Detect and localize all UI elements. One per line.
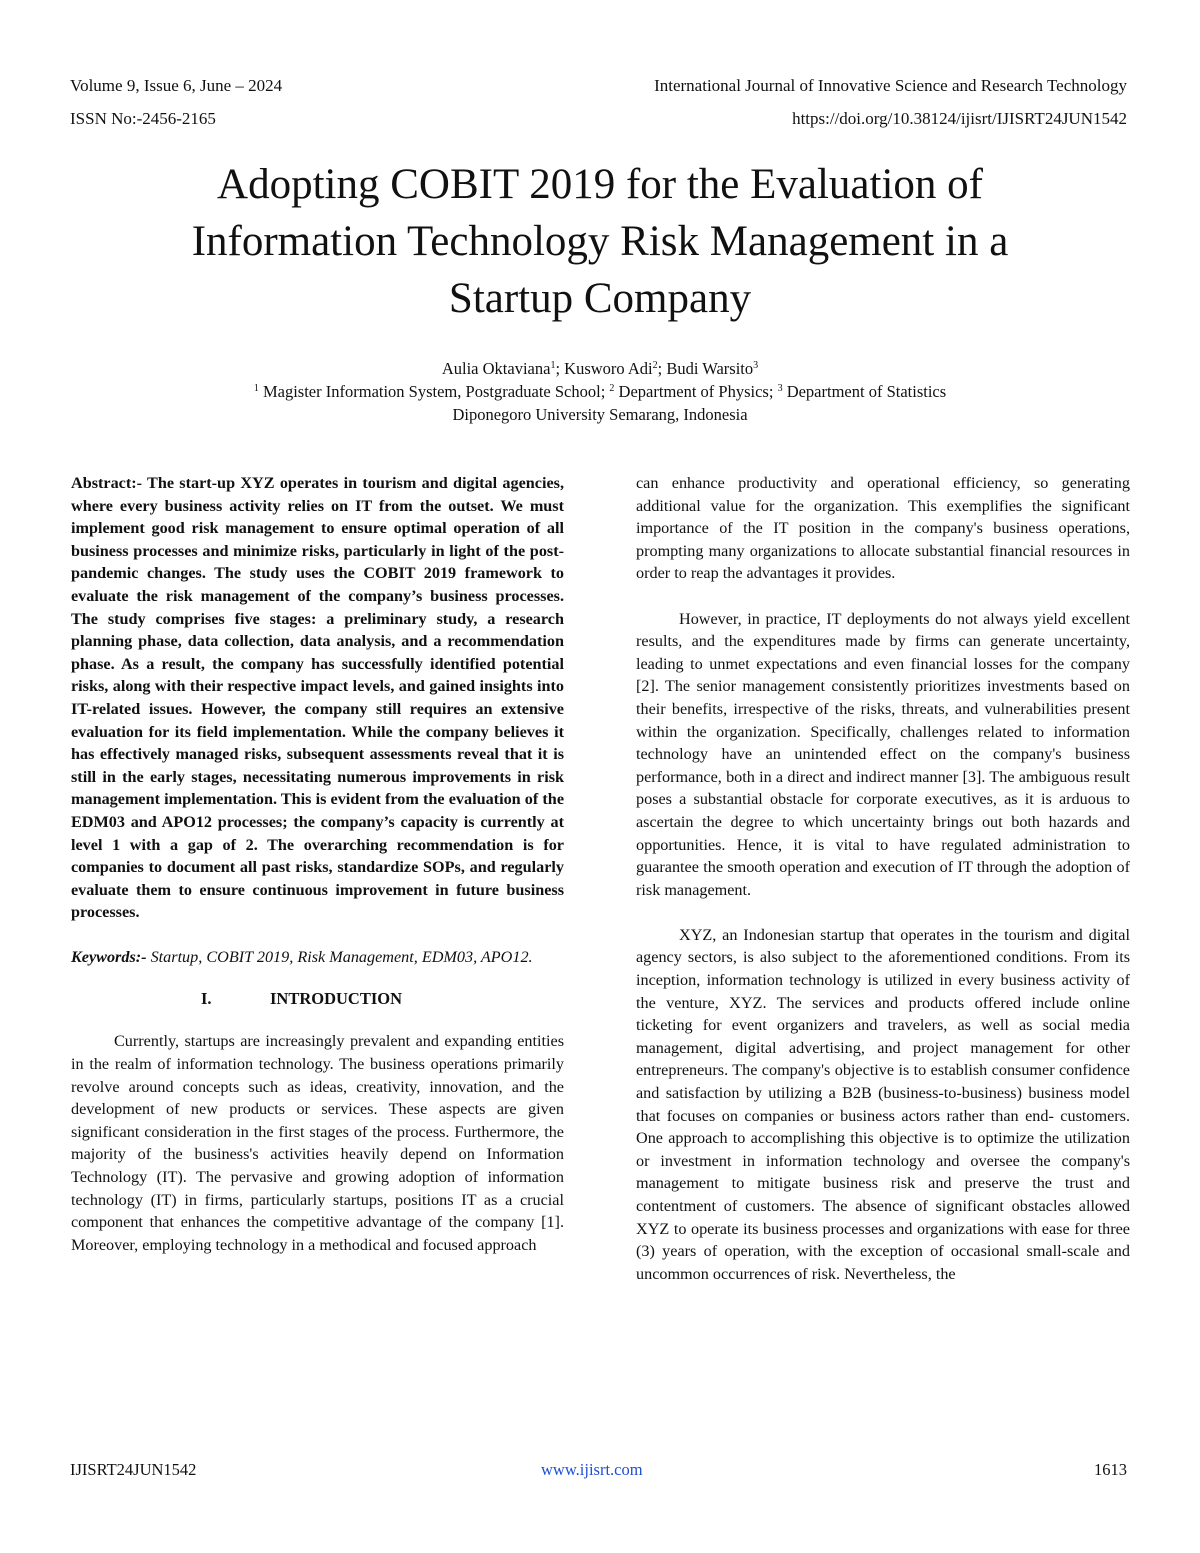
issn-number: ISSN No:-2456-2165: [70, 109, 216, 128]
title-line-2: Information Technology Risk Management in a: [191, 218, 1009, 265]
section-heading-introduction: [71, 988, 564, 1010]
affiliation-3: Department of Statistics: [782, 382, 947, 401]
abstract: Abstract:- The start-up XYZ operates in tourism and digital agencies, where every business activity relies on IT from the outset. We must implement good risk management to ensure optimal operation of all business processes and minimize risks, particularly in light of the post-pandemic changes. The study uses the COBIT 2019 framework to evaluate the risk management of the company’s business processes. The study comprises five stages: a preliminary study, a research planning phase, data collection, data analysis, and a recommendation phase. As a result, the company has successfully identified potential risks, along with their respective impact levels, and gained insights into IT-related issues. However, the company still requires an extensive evaluation for its field implementation. While the company believes it has effectively managed risks, subsequent assessments reveal that it is still in the early stages, necessitating numerous improvements in risk management implementation. This is evident from the evaluation of the EDM03 and APO12 processes; the company’s capacity is currently at level 1 with a gap of 2. The overarching recommendation is for companies to document all past risks, standardize SOPs, and regularly evaluate them to ensure continuous improvement in future business processes.: [71, 474, 564, 922]
author-block: [100, 357, 1100, 426]
university: Diponegoro University Semarang, Indonesia: [452, 405, 748, 424]
keywords-label: Keywords:-: [71, 947, 147, 966]
keywords-text: Startup, COBIT 2019, Risk Management, EDM03, APO12.: [146, 947, 533, 966]
author-1-sup: 1: [550, 360, 556, 371]
keywords: [71, 946, 564, 969]
left-column: [71, 472, 564, 1256]
volume-info: Volume 9, Issue 6, June – 2024: [70, 76, 283, 95]
intro-paragraph-4: XYZ, an Indonesian startup that operates in the tourism and digital agency sectors, is also subject to the aforementioned conditions. From its inception, information technology is utilized in every business activity of the venture, XYZ. The services and products offered include online ticketing for event organizers and travelers, as well as social media management, digital advertising, and project management for other entrepreneurs. The company's objective is to establish consumer confidence and satisfaction by utilizing a B2B (business-to-business) business model that focuses on companies or business actors rather than end- customers. One approach to accomplishing this objective is to optimize the utilization or investment in information technology and oversee the company's management to mitigate business risk and preserve the trust and contentment of customers. The absence of significant obstacles allowed XYZ to operate its business processes and organizations with ease for three (3) years of operation, with the exception of occasional small-scale and uncommon occurrences of risk. Nevertheless, the: [636, 925, 1130, 1283]
intro-paragraph-3: However, in practice, IT deployments do not always yield excellent results, and the expenditures made by firms can generate uncertainty, leading to unmet expectations and even financial losses for the company [2]. The senior management consistently prioritizes investments based on their benefits, irrespective of the risks, threats, and vulnerabilities present within the organization. Specifically, challenges related to information technology have an unintended effect on the company's business performance, both in a direct and indirect manner [3]. The ambiguous result poses a substantial obstacle for corporate executives, as it is arduous to ascertain the degree to which uncertainty brings out both hazards and opportunities. Hence, it is vital to have regulated administration to guarantee the smooth operation and execution of IT through the adoption of risk management.: [636, 609, 1130, 899]
title-line-3: Startup Company: [448, 275, 752, 322]
paper-title: [80, 156, 1120, 327]
author-3: ; Budi Warsito: [657, 359, 754, 378]
author-names: [100, 357, 1100, 380]
author-1: Aulia Oktaviana: [441, 359, 551, 378]
doi-link[interactable]: https://doi.org/10.38124/ijisrt/IJISRT24JUN1542: [792, 109, 1127, 128]
author-2-sup: 2: [652, 360, 658, 371]
aff-1-sup: 1: [253, 383, 259, 394]
journal-name: International Journal of Innovative Science and Research Technology: [654, 76, 1127, 95]
right-column: [636, 472, 1130, 1285]
intro-paragraph-1: Currently, startups are increasingly prevalent and expanding entities in the realm of information technology. The business operations primarily revolve around concepts such as ideas, creativity, innovation, and the development of new products or services. These aspects are given significant consideration in the first stages of the process. Furthermore, the majority of the business's activities heavily depend on Information Technology (IT). The pervasive and growing adoption of information technology (IT) in firms, particularly startups, positions IT as a crucial component that enhances the competitive advantage of the company [1]. Moreover, employing technology in a methodical and focused approach: [71, 1032, 564, 1254]
section-title: INTRODUCTION: [270, 989, 403, 1009]
title-line-1: Adopting COBIT 2019 for the Evaluation of: [217, 161, 983, 208]
intro-paragraph-2: can enhance productivity and operational efficiency, so generating additional value for the organization. This exemplifies the significant importance of the IT position in the company's business operations, prompting many organizations to allocate substantial financial resources in order to reap the advantages it provides.: [636, 474, 1130, 583]
affiliation-2: Department of Physics;: [614, 382, 778, 401]
footer-website-link[interactable]: www.ijisrt.com: [541, 1460, 643, 1479]
affiliations: [100, 380, 1100, 403]
author-3-sup: 3: [753, 360, 759, 371]
page-number: 1613: [1094, 1460, 1127, 1479]
section-number: I.: [201, 989, 212, 1009]
affiliation-1: Magister Information System, Postgraduate School;: [258, 382, 610, 401]
author-2: ; Kusworo Adi: [555, 359, 653, 378]
aff-2-sup: 2: [609, 383, 615, 394]
footer-paper-id: IJISRT24JUN1542: [70, 1460, 197, 1479]
aff-3-sup: 3: [777, 383, 783, 394]
